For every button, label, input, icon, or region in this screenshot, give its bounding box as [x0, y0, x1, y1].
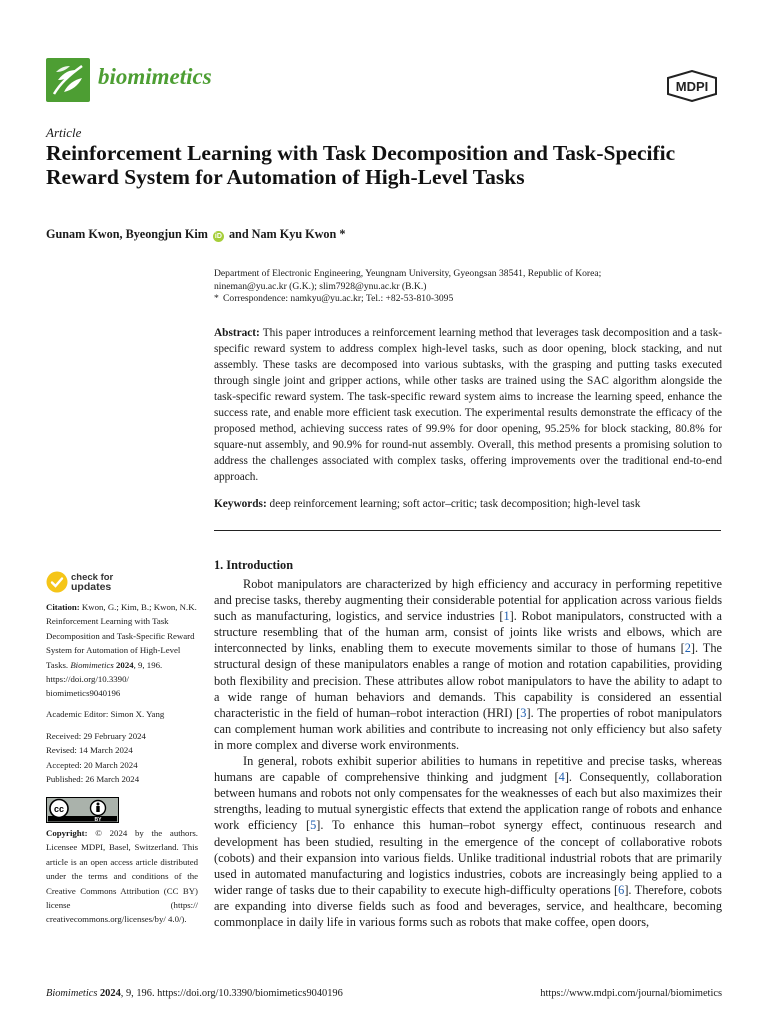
svg-text:BY: BY — [94, 817, 102, 823]
affiliation — [214, 268, 724, 306]
journal-name[interactable]: biomimetics — [98, 64, 212, 89]
affiliation-line: Department of Electronic Engineering, Yeungnam University, Gyeongsan 38541, Republic of Korea; — [214, 268, 602, 279]
article-title: Reinforcement Learning with Task Decomposition and Task-Specific Reward System for Automation of High-Level Tasks — [46, 141, 676, 189]
footer-citation — [46, 988, 343, 999]
date-published: Published: 26 March 2024 — [46, 774, 140, 785]
citation-block: Citation: Kwon, G.; Kim, B.; Kwon, N.K. Reinforcement Learning with Task Decomposition and Task-Specific Reward System for Automation of High-Level Tasks. Biomimetics 2024, 9, 196. https://doi.org/10.3390/ biomimetics9040196 — [46, 602, 197, 699]
authors-text-2: and Nam Kyu Kwon * — [228, 227, 346, 241]
section-heading: 1. Introduction — [214, 558, 294, 572]
correspondence — [214, 293, 724, 306]
check-line-2: updates — [71, 580, 112, 593]
svg-text:cc: cc — [53, 804, 65, 814]
keywords — [214, 497, 722, 512]
svg-text:MDPI: MDPI — [675, 79, 709, 94]
copyright-label: Copyright: — [46, 828, 88, 838]
keywords-text: deep reinforcement learning; soft actor–critic; task decomposition; high-level task — [269, 498, 641, 510]
journal-logo-icon — [46, 58, 90, 102]
citation-link[interactable]: 4 — [558, 770, 565, 785]
divider — [214, 530, 721, 531]
abstract — [214, 325, 722, 485]
citation-link[interactable]: 3 — [520, 705, 527, 720]
cc-by-license-icon[interactable] — [46, 797, 119, 823]
citation-doi[interactable]: , 9, 196. https://doi.org/10.3390/ biomimetics9040196 — [46, 659, 163, 699]
paragraph: Robot manipulators are characterized by high efficiency and accuracy in performing repetitive and precise tasks, thereby augmenting their considerable potential for application across various fields such as manufacturing, logistics, and service industries [1]. Robot manipulators, constructed with a structure resembling that of the human arm, consist of joints like wrists and elbows, which are interconnected by links, enabling them to execute movements similar to those of humans [2]. The structural design of these manipulators enables a range of motion and rotation capabilities, providing both flexibility and precision. These attributes allow robot manipulators to have the ability to adapt to a wide range of human behaviors and demands. This capability is considered an essential characteristic in the field of human–robot interaction (HRI) [3]. The properties of robot manipulators can complement human work abilities and contribute to increasing not only efficiency but also safety in more complex and diverse work environments. — [214, 577, 722, 752]
citation-link[interactable]: 1 — [503, 609, 510, 624]
correspondence-symbol: * — [214, 293, 219, 304]
keywords-label: Keywords: — [214, 498, 267, 510]
date-received: Received: 29 February 2024 — [46, 731, 146, 741]
citation-label: Citation: — [46, 602, 80, 612]
citation-year: 2024 — [116, 659, 134, 670]
citation-journal: Biomimetics — [70, 659, 114, 670]
body-text — [214, 576, 722, 930]
copyright-block — [46, 826, 198, 927]
dates-block — [46, 729, 198, 787]
copyright-text: © 2024 by the authors. Licensee MDPI, Basel, Switzerland. This article is an open access article distributed under the terms and conditions of the Creative Commons Attribution (CC BY) license (https:// creativecommons.org/licenses/by/ 4.0/). — [46, 828, 199, 925]
footer-journal-url[interactable]: https://www.mdpi.com/journal/biomimetics — [540, 988, 722, 999]
check-for-updates-button[interactable] — [46, 571, 166, 597]
abstract-text: This paper introduces a reinforcement learning method that leverages task decomposition and a task-specific reward system to address complex high-level tasks, such as door opening, block stacking, and nut assembly. These tasks are decomposed into various subtasks, with the grasping and putting tasks executed through single joint and gripper actions, while other tasks are trained using the SAC algorithm alongside the task-specific reward system. The task-specific reward system aims to increase the learning speed, enhance the success rate, and enable more efficient task execution. The experimental results demonstrate the efficacy of the proposed method, achieving success rates of 99.9% for door opening, 95.25% for block stacking, 80.8% for square-nut assembly, and 90.9% for round-nut assembly. Overall, this method presents a promising solution to address the challenges associated with complex tasks, offering improvements over the traditional end-to-end approach. — [214, 327, 722, 483]
date-accepted: Accepted: 20 March 2024 — [46, 759, 138, 770]
orcid-icon[interactable]: iD — [214, 233, 222, 240]
footer-year: 2024 — [99, 988, 121, 999]
date-revised: Revised: 14 March 2024 — [46, 745, 133, 756]
citation-link[interactable]: 6 — [618, 882, 625, 897]
footer-journal: Biomimetics — [46, 988, 98, 999]
citation-link[interactable]: 2 — [684, 641, 691, 656]
authors-text: Gunam Kwon, Byeongjun Kim — [46, 227, 208, 241]
correspondence-text: Correspondence: namkyu@yu.ac.kr; Tel.: +82-53-810-3095 — [223, 293, 454, 304]
citation-link[interactable]: 5 — [310, 818, 317, 833]
academic-editor: Academic Editor: Simon X. Yang — [46, 709, 165, 719]
mdpi-logo[interactable] — [664, 70, 720, 102]
author-list — [46, 227, 345, 242]
paragraph: In general, robots exhibit superior abilities to humans in repetitive and precise tasks, whereas humans are capable of comprehensive thinking and judgment [4]. Consequently, collaboration between humans and robots not only compensates for the weaknesses of each but also maximizes their strengths, leading to mutual synergistic effects that extend the application range of robots and enhance work efficiency [5]. To enhance this human–robot synergy effect, continuous research and development has been studied, resulting in the emergence of the concept of collaborative robots (cobots) and their expansion into various fields. Unlike traditional industrial robots that are primarily used in automated manufacturing and logistics industries, cobots are increasingly being applied to a wider range of tasks due to their capability to execute high-difficulty operations [6]. Therefore, cobots are expanding into diverse fields such as food and beverages, service, and healthcare, becoming commonplace in daily life in various forms such as robots that make coffee, open doors, — [214, 754, 722, 929]
check-for-updates-icon — [46, 571, 68, 593]
article-type: Article — [46, 125, 82, 140]
footer-doi[interactable]: , 9, 196. https://doi.org/10.3390/biomimetics9040196 — [120, 988, 343, 999]
check-line-1: check for — [71, 572, 114, 583]
abstract-label: Abstract: — [214, 327, 260, 339]
affiliation-emails: nineman@yu.ac.kr (G.K.); slim7928@ynu.ac.kr (B.K.) — [214, 280, 427, 292]
